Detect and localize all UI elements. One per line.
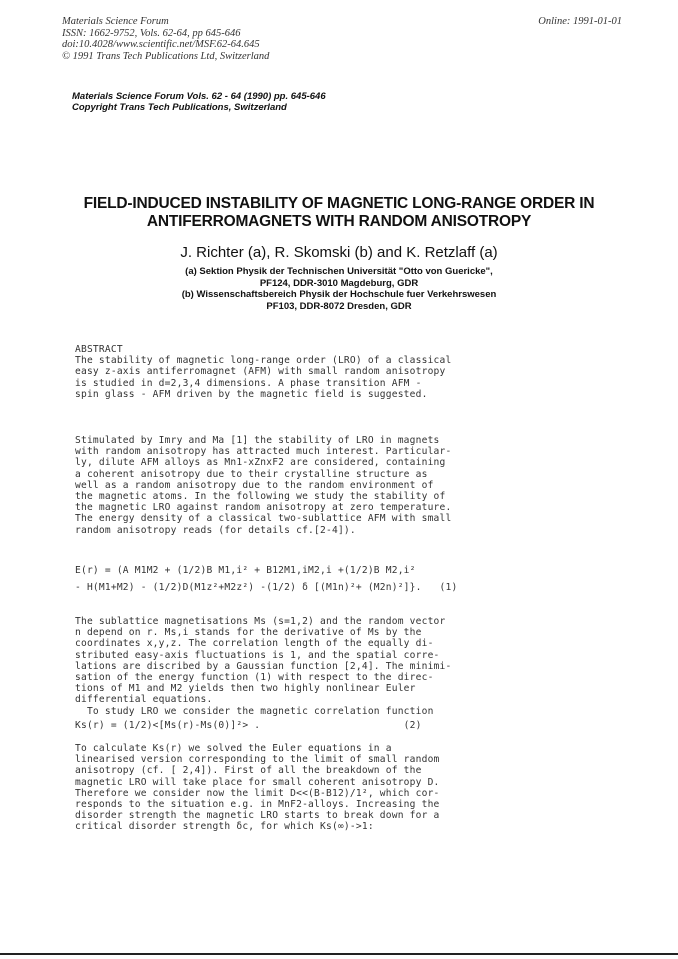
abstract-heading: ABSTRACT [75,344,123,355]
body-line: The energy density of a classical two-sublattice AFM with small [75,513,452,525]
citation-block [72,91,326,113]
page-bottom-rule [0,953,678,955]
body-line: disorder strength the magnetic LRO starts to break down for a [75,810,440,822]
affiliation-line: PF124, DDR-3010 Magdeburg, GDR [259,277,419,289]
body-line: differential equations. [75,694,213,706]
body-line: a coherent anisotropy due to their crystalline structure as [75,468,428,480]
body-line: sation of the energy function (1) with respect to the direc- [75,671,434,683]
body-line: Therefore we consider now the limit D<<(B-B12)/1², which cor- [75,787,440,799]
issn-line: ISSN: 1662-9752, Vols. 62-64, pp 645-646 [62,27,241,39]
abstract-line: is studied in d=2,3,4 dimensions. A phase transition AFM - [75,377,422,389]
body-line: magnetic LRO will take place for small coherent anisotropy D. [75,776,440,788]
title-line-1: FIELD-INDUCED INSTABILITY OF MAGNETIC LONG-RANGE ORDER IN [83,195,595,212]
body-line: coordinates x,y,z. The correlation length of the equally di- [75,638,434,650]
citation-copyright: Copyright Trans Tech Publications, Switzerland [72,102,287,113]
body-paragraph-3 [75,743,603,833]
body-line: well as a random anisotropy due to the random environment of [75,479,434,491]
equation-line: E(r) = (A M1M2 + (1/2)B M1,i² + B12M1,iM2,i +(1/2)B M2,i² [75,565,416,576]
body-line: lations are discribed by a Gaussian function [2,4]. The minimi- [75,660,452,672]
body-line: the magnetic atoms. In the following we study the stability of [75,490,446,502]
equation-line: Ks(r) = (1/2)<[Ms(r)-Ms(0)]²> . (2) [75,720,422,731]
body-line: with random anisotropy has attracted much interest. Particular- [75,446,452,458]
body-line: stributed easy-axis fluctuations is 1, and the spatial corre- [75,649,440,661]
affiliations [40,266,638,312]
body-line: To study LRO we consider the magnetic correlation function [75,705,434,717]
body-line: n depend on r. Ms,i stands for the derivative of Ms by the [75,627,422,639]
abstract-section [75,344,603,400]
body-line: responds to the situation e.g. in MnF2-alloys. Increasing the [75,798,440,810]
title-line-2: ANTIFERROMAGNETS WITH RANDOM ANISOTROPY [146,213,532,230]
body-line: random anisotropy reads (for details cf.[2-4]). [75,524,356,536]
author-list: J. Richter (a), R. Skomski (b) and K. Retzlaff (a) [180,244,498,261]
abstract-line: The stability of magnetic long-range order (LRO) of a classical [75,355,452,367]
copyright-line: © 1991 Trans Tech Publications Ltd, Switzerland [62,50,270,62]
doi-line[interactable]: doi:10.4028/www.scientific.net/MSF.62-64.645 [62,39,260,50]
abstract-line: spin glass - AFM driven by the magnetic field is suggested. [75,388,428,400]
introduction-paragraph [75,435,603,536]
publication-metadata [62,16,622,62]
body-line: Stimulated by Imry and Ma [1] the stability of LRO in magnets [75,435,440,446]
body-line: tions of M1 and M2 yields then two highly nonlinear Euler [75,683,416,695]
body-line: critical disorder strength δc, for which Ks(∞)->1: [75,821,374,833]
online-date: Online: 1991-01-01 [538,16,622,27]
affiliation-line: (a) Sektion Physik der Technischen Universität "Otto von Guericke", [185,266,493,277]
abstract-line: easy z-axis antiferromagnet (AFM) with small random anisotropy [75,366,446,378]
body-line: ly, dilute AFM alloys as Mn1-xZnxF2 are considered, containing [75,457,446,469]
equation-1 [75,565,603,593]
body-line: the magnetic LRO against random anisotropy at zero temperature. [75,502,452,514]
journal-name: Materials Science Forum [62,16,169,27]
affiliation-line: (b) Wissenschaftsbereich Physik der Hochschule fuer Verkehrswesen [181,289,497,300]
equation-line: - H(M1+M2) - (1/2)D(M1z²+M2z²) -(1/2) δ [(M1n)²+ (M2n)²]}. (1) [75,582,458,594]
body-line: anisotropy (cf. [ 2,4]). First of all the breakdown of the [75,765,422,777]
citation-volume: Materials Science Forum Vols. 62 - 64 (1990) pp. 645-646 [72,91,326,102]
equation-2 [75,720,603,731]
paper-title [40,195,638,231]
affiliation-line: PF103, DDR-8072 Dresden, GDR [266,300,412,312]
body-line: The sublattice magnetisations Ms (s=1,2) and the random vector [75,616,446,627]
body-line: linearised version corresponding to the limit of small random [75,754,440,766]
body-paragraph-2 [75,616,603,717]
body-line: To calculate Ks(r) we solved the Euler equations in a [75,743,392,754]
